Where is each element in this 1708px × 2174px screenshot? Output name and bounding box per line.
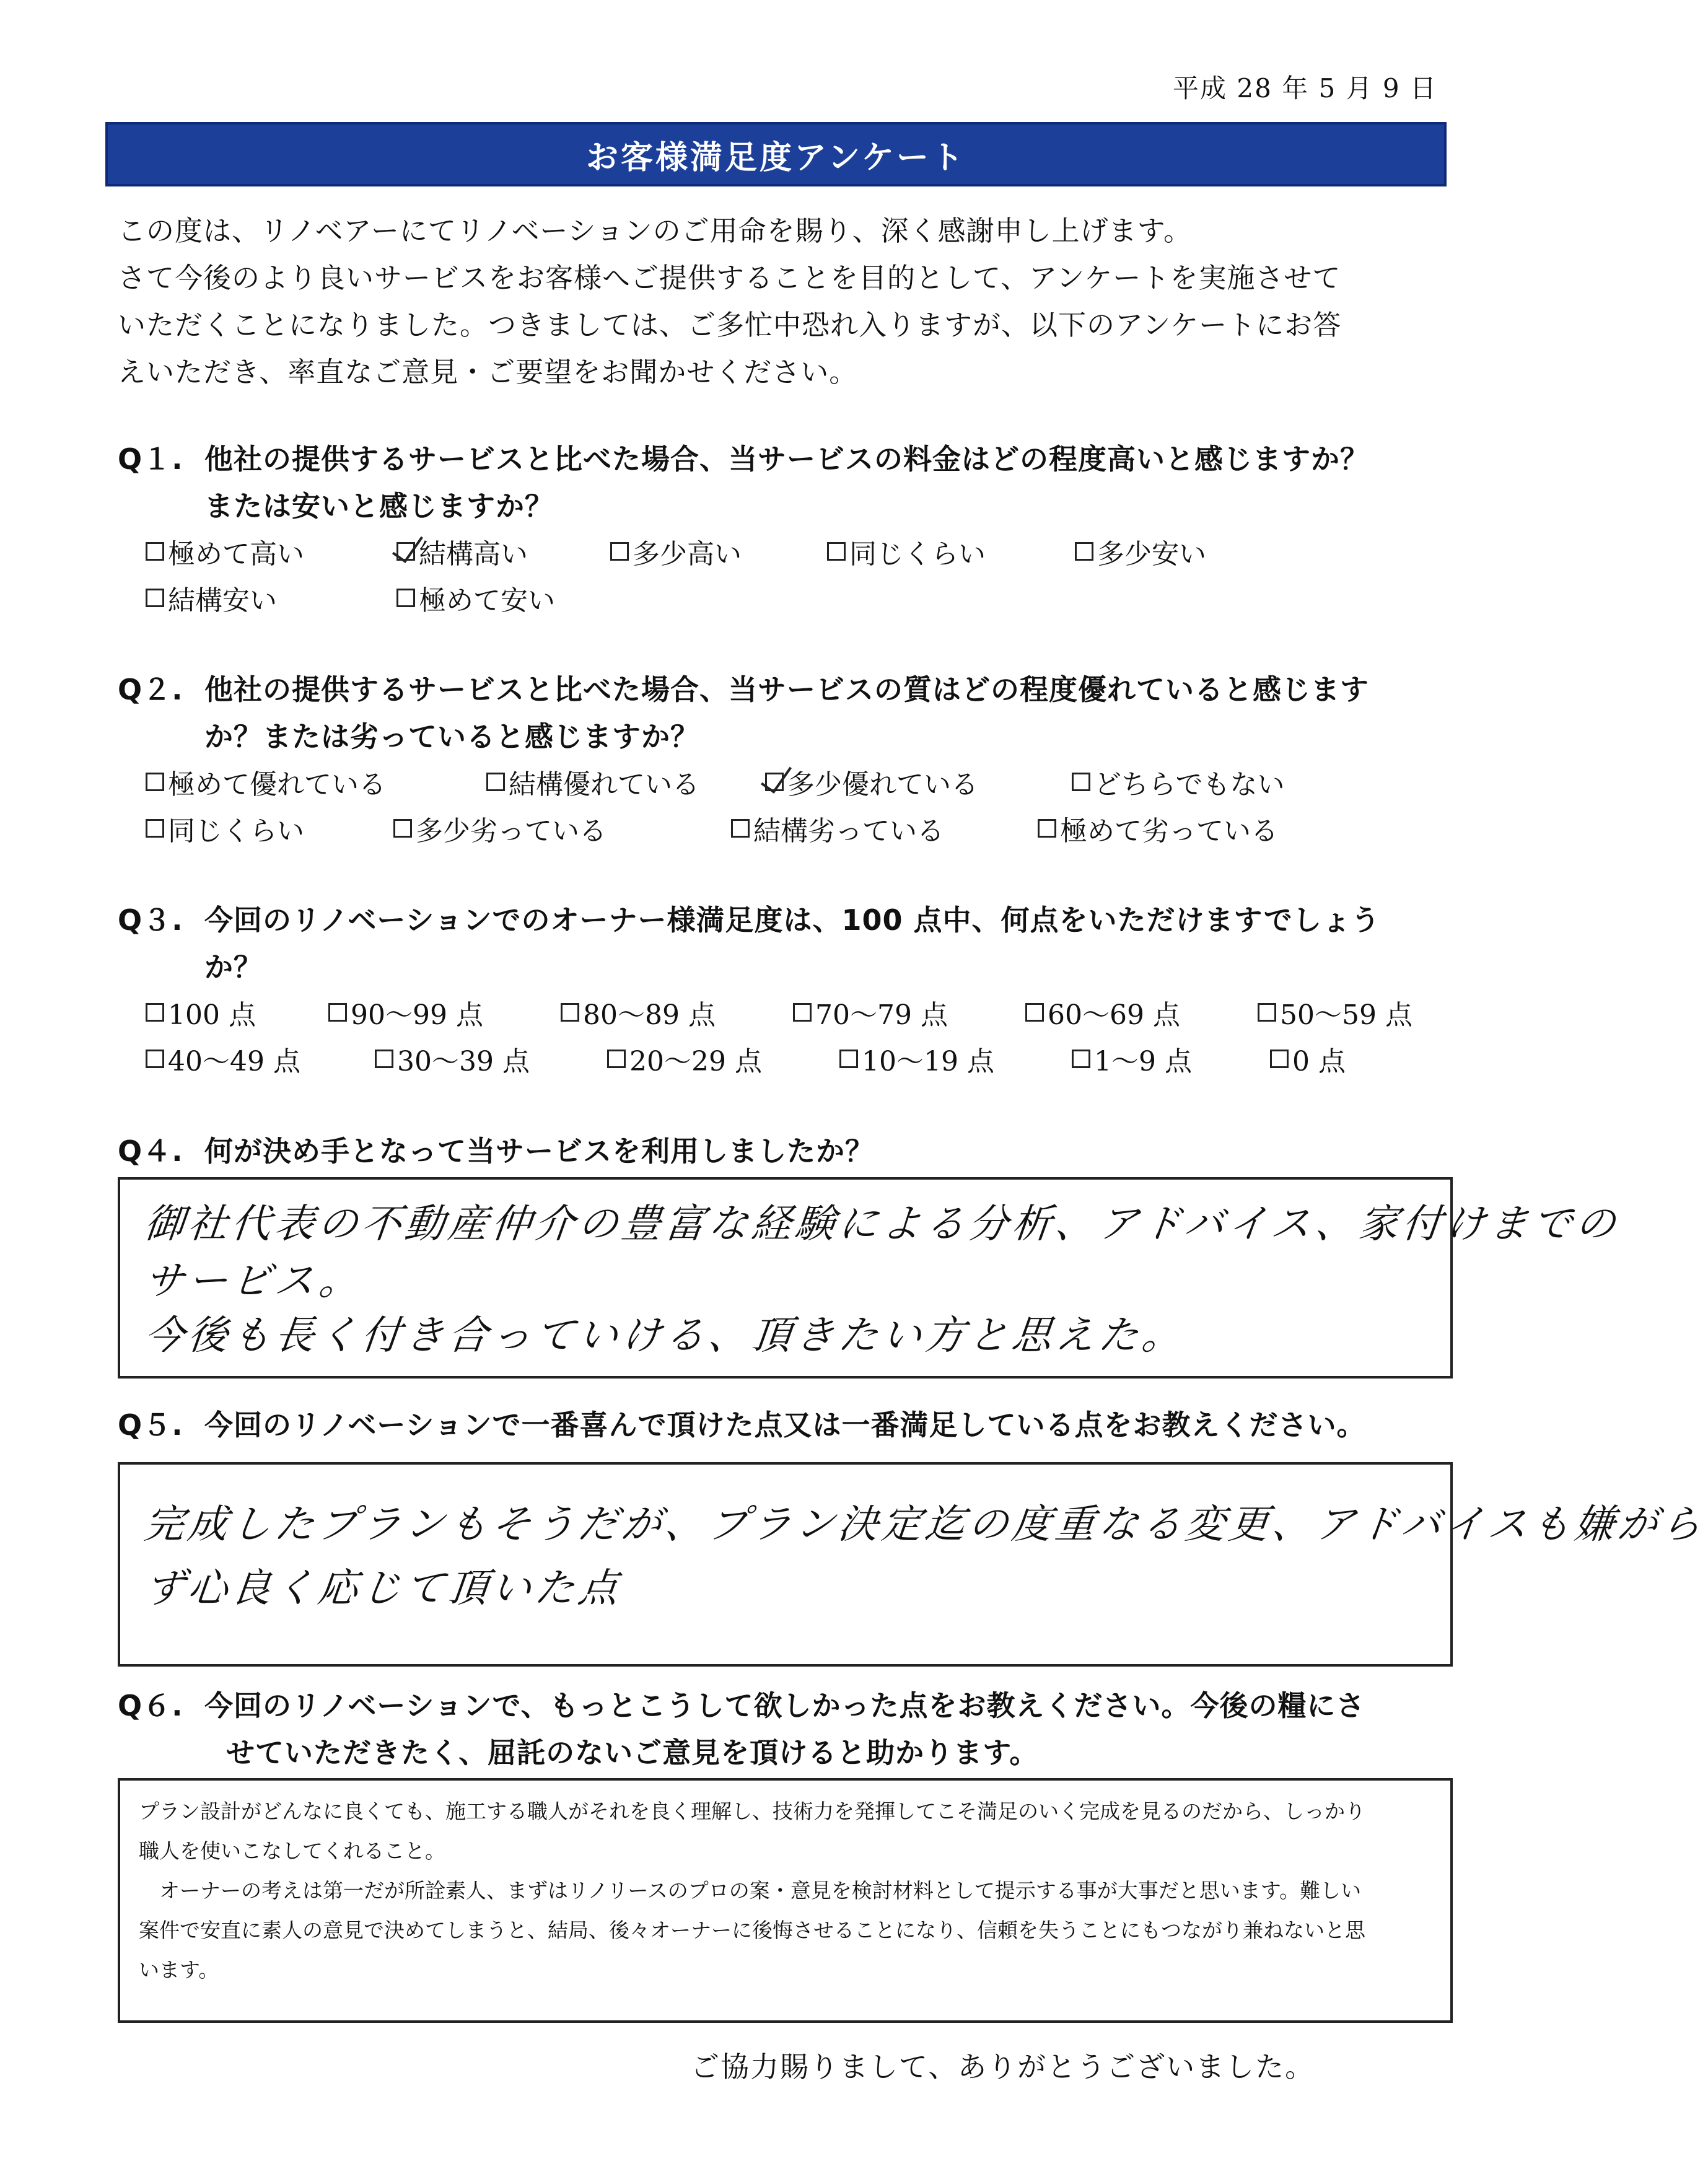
checkbox[interactable]	[328, 1003, 347, 1022]
q5-answer-box[interactable]	[118, 1462, 1707, 1667]
option-label: 60〜69 点	[1048, 999, 1180, 1031]
option-label: 70〜79 点	[815, 999, 948, 1031]
q6-answer-line: います。	[139, 1958, 219, 1982]
q6-answer-line: オーナーの考えは第一だが所詮素人、まずはリノリースのプロの案・意見を検討材料として提示する事が大事だと思います。難しい	[139, 1878, 1362, 1903]
q1-option[interactable]	[610, 532, 742, 571]
option-label: 20〜29 点	[629, 1046, 762, 1077]
checkbox[interactable]	[146, 819, 164, 838]
q1-number: Q１.	[118, 442, 183, 476]
q3-option[interactable]	[607, 1039, 762, 1079]
closing-message: ご協力賜りまして、ありがとうございました。	[691, 2050, 1315, 2084]
q1-option-checked[interactable]	[396, 532, 528, 571]
option-label: 40〜49 点	[168, 1046, 300, 1077]
q3-option[interactable]	[375, 1039, 530, 1079]
q4-answer-line: 御社代表の不動産仲介の豊富な経験による分析、アドバイス、家付けまでの	[142, 1201, 1622, 1247]
checkbox[interactable]	[146, 773, 164, 791]
checkbox[interactable]	[1072, 773, 1090, 791]
option-label: 多少安い	[1097, 538, 1206, 570]
intro-line: いただくことになりました。つきましては、ご多忙中恐れ入りますが、以下のアンケートにお答	[118, 309, 1342, 341]
option-label: 1〜9 点	[1094, 1046, 1192, 1077]
checkbox-checked[interactable]	[396, 542, 415, 561]
q2-number: Q２.	[118, 673, 183, 706]
checkbox[interactable]	[561, 1003, 579, 1022]
q6-answer-line: プラン設計がどんなに良くても、施工する職人がそれを良く理解し、技術力を発揮してこそ満足のいく完成を見るのだから、しっかり	[139, 1799, 1365, 1823]
checkbox[interactable]	[839, 1050, 858, 1068]
option-label: 結構高い	[419, 538, 528, 570]
q6-answer-line: 案件で安直に素人の意見で決めてしまうと、結局、後々オーナーに後悔させることになり、信頼を失うことにもつながり兼ねないと思	[139, 1918, 1365, 1942]
q3-question	[118, 896, 1380, 991]
checkbox[interactable]	[793, 1003, 812, 1022]
survey-title: お客様満足度アンケート	[586, 139, 966, 177]
checkbox[interactable]	[731, 819, 750, 838]
q5-number: Q５.	[118, 1408, 183, 1442]
q2-text-line1: 他社の提供するサービスと比べた場合、当サービスの質はどの程度優れていると感じます	[204, 673, 1369, 706]
checkbox[interactable]	[146, 1003, 164, 1022]
option-label: 30〜39 点	[397, 1046, 530, 1077]
checkbox[interactable]	[607, 1050, 626, 1068]
option-label: 多少劣っている	[416, 815, 607, 847]
checkbox[interactable]	[486, 773, 505, 791]
survey-date: 平成 28 年 5 月 9 日	[1173, 73, 1437, 103]
q4-question	[118, 1128, 874, 1175]
option-label: 多少優れている	[787, 769, 978, 800]
q3-option[interactable]	[561, 993, 716, 1032]
q1-option[interactable]	[1075, 532, 1206, 571]
option-label: 結構優れている	[509, 769, 699, 800]
option-label: 結構安い	[168, 585, 277, 616]
checkbox[interactable]	[1270, 1050, 1289, 1068]
q4-answer-box[interactable]	[118, 1177, 1622, 1378]
q2-text-line2: か？または劣っていると感じますか？	[204, 720, 699, 753]
option-label: 0 点	[1292, 1046, 1346, 1077]
checkbox[interactable]	[146, 542, 164, 561]
q3-option[interactable]	[146, 993, 256, 1032]
q6-text-line2: せていただきたく、屈託のないご意見を頂けると助かります。	[226, 1736, 1039, 1769]
q1-question	[118, 436, 1369, 530]
option-label: 同じくらい	[849, 538, 986, 570]
checkbox[interactable]	[1038, 819, 1056, 838]
q6-question	[118, 1682, 1365, 1776]
checkbox[interactable]	[393, 819, 412, 838]
option-label: 10〜19 点	[862, 1046, 994, 1077]
option-label: 50〜59 点	[1280, 999, 1412, 1031]
q2-option[interactable]	[393, 809, 607, 848]
q2-option[interactable]	[146, 762, 386, 802]
q1-option[interactable]	[827, 532, 986, 571]
intro-line: さて今後のより良いサービスをお客様へご提供することを目的として、アンケートを実施させて	[118, 261, 1341, 294]
checkbox[interactable]	[396, 589, 415, 607]
option-label: 多少高い	[633, 538, 742, 570]
q2-option[interactable]	[486, 762, 699, 802]
q3-option[interactable]	[793, 993, 948, 1032]
q3-text-line1: 今回のリノベーションでのオーナー様満足度は、100 点中、何点をいただけますでしょう	[204, 903, 1380, 937]
q1-text-line2: または安いと感じますか？	[204, 489, 554, 523]
q2-question	[118, 666, 1369, 760]
q2-option[interactable]	[731, 809, 944, 848]
option-label: 極めて劣っている	[1060, 815, 1278, 847]
title-banner	[105, 122, 1447, 186]
q2-option[interactable]	[1038, 809, 1278, 848]
q3-number: Q３.	[118, 903, 183, 937]
option-label: 極めて安い	[419, 585, 555, 616]
option-label: 同じくらい	[168, 815, 304, 847]
checkbox[interactable]	[1075, 542, 1093, 561]
q6-answer-line: 職人を使いこなしてくれること。	[139, 1839, 445, 1863]
checkbox[interactable]	[1072, 1050, 1090, 1068]
option-label: 極めて高い	[168, 538, 304, 570]
option-label: 100 点	[168, 999, 256, 1031]
q3-option[interactable]	[1072, 1039, 1192, 1079]
q3-option[interactable]	[839, 1039, 994, 1079]
q3-option[interactable]	[1258, 993, 1412, 1032]
q5-answer-line: ず心良く応じて頂いた点	[142, 1566, 624, 1611]
q5-question	[118, 1401, 1365, 1449]
q4-number: Q４.	[118, 1134, 183, 1168]
q5-answer-line: 完成したプランもそうだが、プラン決定迄の度重なる変更、アドバイスも嫌がら	[142, 1502, 1707, 1548]
checkbox[interactable]	[1258, 1003, 1276, 1022]
q6-answer-box[interactable]	[118, 1778, 1453, 2023]
intro-line: この度は、リノベアーにてリノベーションのご用命を賜り、深く感謝申し上げます。	[118, 214, 1193, 247]
intro-text	[118, 208, 1456, 396]
q1-option[interactable]	[146, 532, 304, 571]
option-label: 90〜99 点	[351, 999, 483, 1031]
checkbox[interactable]	[375, 1050, 393, 1068]
q4-answer-line: 今後も長く付き合っていける、頂きたい方と思えた。	[142, 1313, 1188, 1359]
checkbox[interactable]	[146, 589, 164, 607]
q3-option[interactable]	[1270, 1039, 1346, 1079]
checkbox[interactable]	[827, 542, 846, 561]
q4-text-line1: 何が決め手となって当サービスを利用しましたか？	[204, 1134, 874, 1168]
q2-option-checked[interactable]	[765, 762, 978, 802]
q3-text-line2: か？	[204, 950, 263, 984]
q3-option[interactable]	[1025, 993, 1180, 1032]
q3-option[interactable]	[328, 993, 483, 1032]
option-label: 極めて優れている	[168, 769, 386, 800]
option-label: 80〜89 点	[583, 999, 716, 1031]
checkbox[interactable]	[146, 1050, 164, 1068]
checkbox[interactable]	[610, 542, 629, 561]
q4-answer-line: サービス。	[142, 1258, 366, 1304]
q3-option[interactable]	[146, 1039, 300, 1079]
q2-option[interactable]	[1072, 762, 1285, 802]
checkbox-checked[interactable]	[765, 773, 784, 791]
q1-option[interactable]	[396, 578, 555, 618]
option-label: どちらでもない	[1094, 769, 1285, 800]
q2-option[interactable]	[146, 809, 304, 848]
option-label: 結構劣っている	[753, 815, 944, 847]
checkbox[interactable]	[1025, 1003, 1044, 1022]
intro-line: えいただき、率直なご意見・ご要望をお聞かせください。	[118, 356, 858, 388]
q1-option[interactable]	[146, 578, 277, 618]
q6-text-line1: 今回のリノベーションで、もっとこうして欲しかった点をお教えください。今後の糧にさ	[204, 1689, 1365, 1722]
q6-number: Q６.	[118, 1689, 183, 1722]
q1-text-line1: 他社の提供するサービスと比べた場合、当サービスの料金はどの程度高いと感じますか？	[204, 442, 1369, 476]
q5-text-line1: 今回のリノベーションで一番喜んで頂けた点又は一番満足している点をお教えください。	[204, 1408, 1366, 1442]
